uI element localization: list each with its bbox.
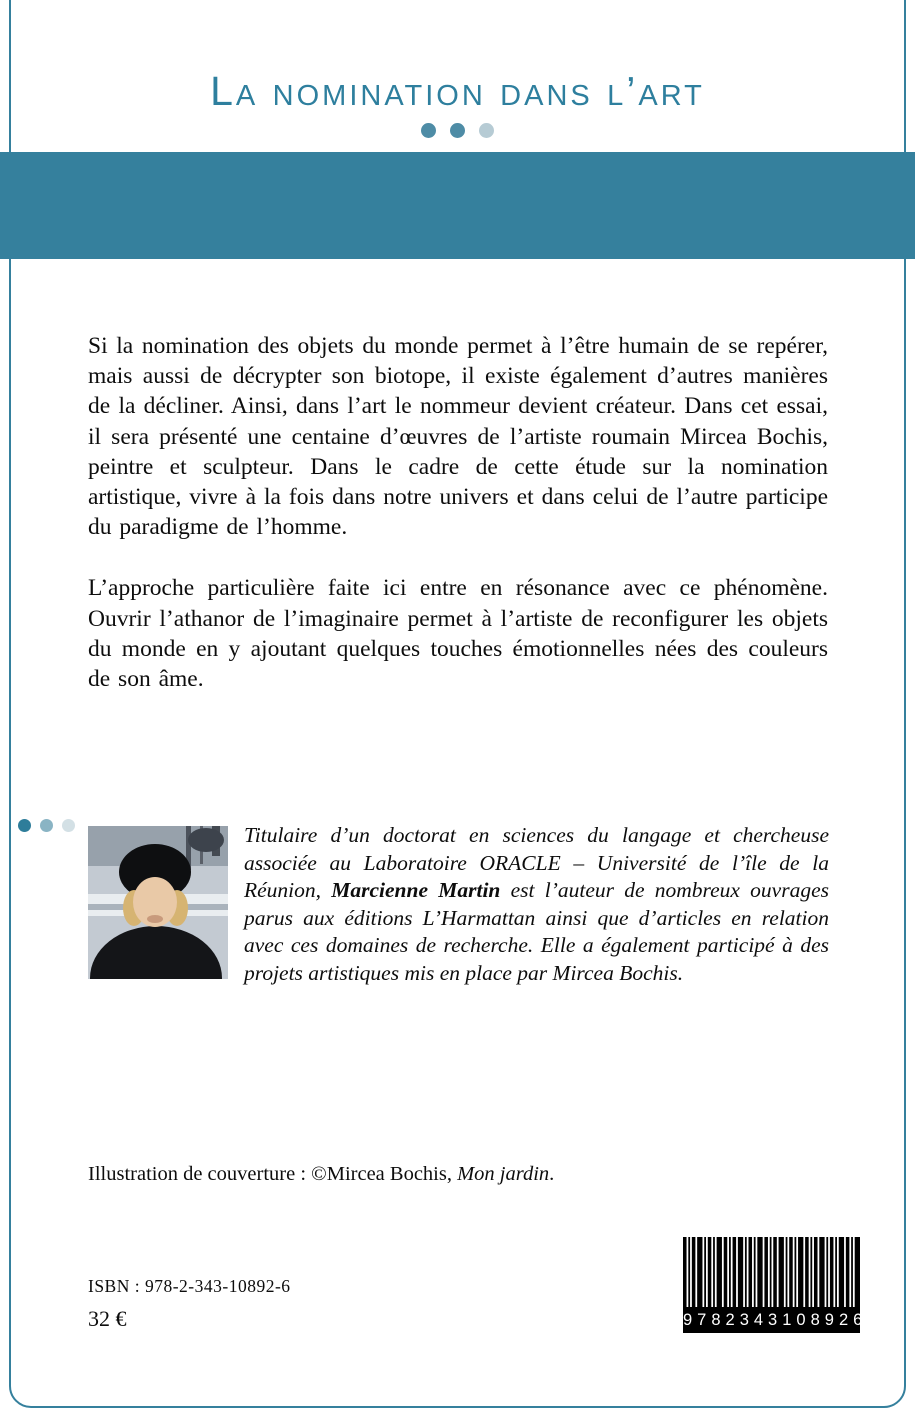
author-name: Marcienne Martin — [331, 878, 501, 903]
price: 32 € — [88, 1306, 127, 1331]
bio-text: Titulaire d’un doctorat en sciences du langage et chercheuse associée au Laboratoire ORACLE – Université de l’île de la Réunion, — [244, 823, 829, 903]
dot-icon — [40, 819, 53, 832]
summary-paragraph: Si la nomination des objets du monde permet à l’être humain de se repérer, mais aussi de décrypter son biotope, il existe également d’autres manières de la décliner. Ainsi, dans l’art le nommeur devient créateur. Dans cet essai, il sera présenté une centaine d’œuvres de l’artiste roumain Mircea Bochis, peintre et sculpteur. Dans le cadre de cette étude sur la nomination artistique, vivre à la fois dans notre univers et dans celui de l’autre participe du paradigme de l’homme. — [88, 333, 828, 541]
title-dots — [0, 123, 915, 138]
barcode-number: 9782343108926 — [683, 1307, 860, 1333]
header-band — [0, 152, 915, 259]
artwork-title: Mon jardin — [457, 1163, 550, 1185]
section-dots — [18, 819, 75, 832]
dot-icon — [479, 123, 494, 138]
author-bio — [88, 822, 829, 988]
book-title: La nomination dans l’art — [210, 68, 705, 114]
cover-illustration-credit — [88, 1163, 554, 1186]
barcode-bars-icon — [683, 1237, 860, 1307]
author-photo — [88, 826, 228, 979]
isbn: ISBN : 978-2-343-10892-6 — [88, 1276, 291, 1296]
back-cover-text — [88, 331, 828, 694]
bio-text: est l’auteur de nombreux ouvrages parus aux éditions L’Harmattan ainsi que d’articles en relation avec ces domaines de recherche. Elle a également participé à des projets artistiques mis en place par Mircea Bochis. — [244, 878, 829, 985]
dot-icon — [450, 123, 465, 138]
dot-icon — [62, 819, 75, 832]
summary-paragraph: L’approche particulière faite ici entre en résonance avec ce phénomène. Ouvrir l’athanor de l’imaginaire permet à l’artiste de reconfigurer les objets du monde en y ajoutant quelques touches émotionnelles nées des couleurs de son âme. — [88, 575, 828, 693]
dot-icon — [18, 819, 31, 832]
credit-text: Illustration de couverture : ©Mircea Bochis, — [88, 1163, 458, 1185]
credit-text: . — [549, 1163, 555, 1185]
dot-icon — [421, 123, 436, 138]
barcode — [683, 1237, 868, 1333]
